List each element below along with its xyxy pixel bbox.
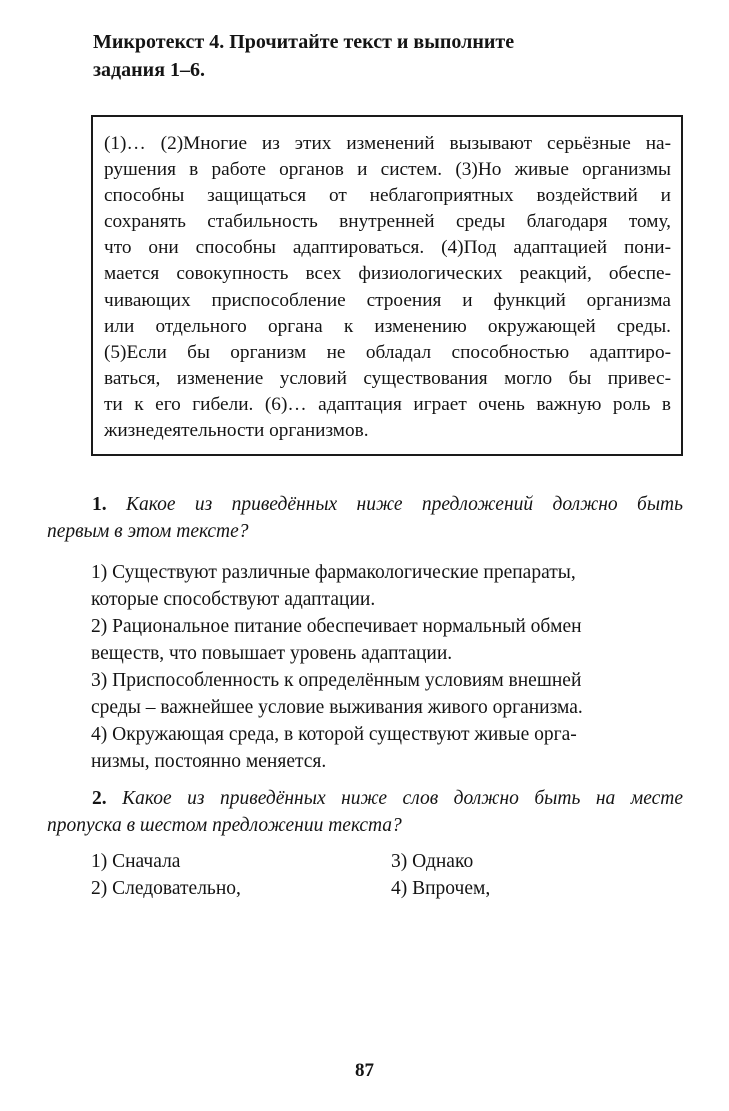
option-2-line-1[interactable]: 2) Рациональное питание обеспечивает нормальный обмен — [91, 616, 582, 637]
passage-box — [91, 115, 683, 456]
question-1-text: Какое из приведённых ниже предложений должно быть — [126, 494, 684, 515]
passage-line: сохранять стабильность внутренней среды благодаря тому, — [104, 211, 671, 233]
passage-line: или отдельного органа к изменению окружающей среды. — [104, 315, 671, 337]
passage-line: чивающих приспособление строения и функций организма — [104, 289, 671, 311]
option-4-line-2[interactable]: низмы, постоянно меняется. — [91, 751, 327, 772]
passage-line: что они способны адаптироваться. (4)Под адаптацией пони- — [104, 237, 671, 259]
option-1-line-1[interactable]: 1) Существуют различные фармакологические препараты, — [91, 562, 576, 583]
exercise-title-line-1: Микротекст 4. Прочитайте текст и выполните — [93, 31, 515, 53]
question-1-line-2: первым в этом тексте? — [47, 521, 249, 542]
option-3[interactable]: 3) Однако — [391, 851, 474, 872]
passage-line: (5)Если бы организм не обладал способностью адаптиро- — [104, 341, 671, 363]
option-2[interactable]: 2) Следовательно, — [91, 878, 241, 899]
passage-line: жизнедеятельности организмов. — [104, 420, 369, 442]
question-2 — [47, 785, 683, 839]
page-number: 87 — [355, 1060, 374, 1081]
question-2-text: Какое из приведённых ниже слов должно быть на месте — [122, 788, 684, 809]
passage-line: мается совокупность всех физиологических реакций, обеспе- — [104, 263, 671, 285]
question-2-line-1 — [47, 785, 683, 812]
question-2-number: 2. — [92, 788, 107, 809]
option-1[interactable]: 1) Сначала — [91, 851, 181, 872]
option-4-line-1[interactable]: 4) Окружающая среда, в которой существуют живые орга- — [91, 724, 577, 745]
passage-line: ваться, изменение условий существования могло бы привес- — [104, 367, 671, 389]
option-2-line-2[interactable]: веществ, что повышает уровень адаптации. — [91, 643, 453, 664]
passage-line: рушения в работе органов и систем. (3)Но живые организмы — [104, 159, 671, 181]
passage-line: (1)… (2)Многие из этих изменений вызывают серьёзные на- — [104, 133, 671, 154]
passage-line: способны защищаться от неблагоприятных воздействий и — [104, 185, 671, 207]
exercise-title — [93, 28, 613, 84]
option-3-line-2[interactable]: среды – важнейшее условие выживания живого организма. — [91, 697, 583, 718]
question-1-options — [91, 559, 671, 775]
question-1-line-1 — [47, 491, 683, 518]
options-column-left — [91, 848, 241, 902]
option-1-line-2[interactable]: которые способствуют адаптации. — [91, 589, 376, 610]
question-1 — [47, 491, 683, 545]
question-2-line-2: пропуска в шестом предложении текста? — [47, 815, 402, 836]
option-3-line-1[interactable]: 3) Приспособленность к определённым условиям внешней — [91, 670, 582, 691]
question-1-number: 1. — [92, 494, 107, 515]
option-4[interactable]: 4) Впрочем, — [391, 878, 491, 899]
options-column-right — [391, 848, 490, 902]
passage-line: ти к его гибели. (6)… адаптация играет очень важную роль в — [104, 393, 671, 415]
exercise-title-line-2: задания 1–6. — [93, 59, 206, 81]
